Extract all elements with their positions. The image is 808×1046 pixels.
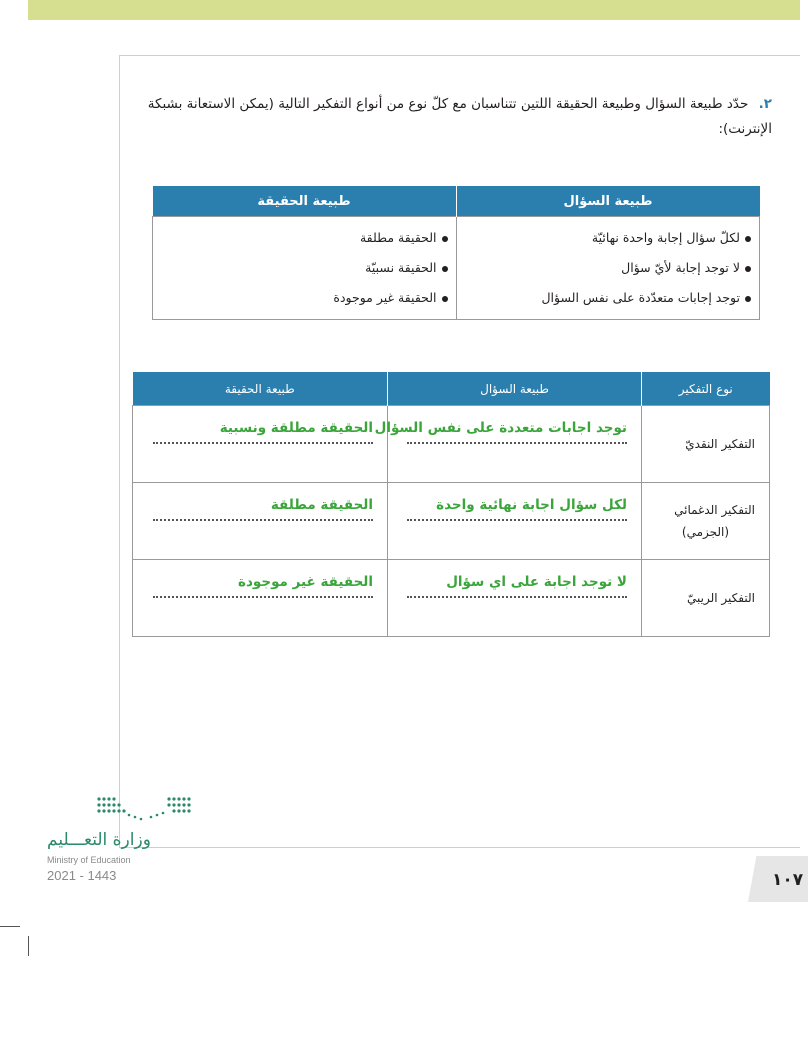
header-truth-nature: طبيعة الحقيقة	[133, 372, 388, 406]
truth-answer-cell[interactable]	[133, 483, 388, 560]
answer-text: الحقيقة مطلقة ونسبية	[219, 420, 373, 436]
header-question-nature: طبيعة السؤال	[456, 186, 760, 217]
question-text: حدّد طبيعة السؤال وطبيعة الحقيقة اللتين تتناسبان مع كلّ نوع من أنواع التفكير التالية (يمكن الاستعانة بشبكة الإنترنت):	[147, 96, 772, 137]
thinking-type-cell: التفكير الريبيّ	[642, 560, 770, 637]
answer-text: الحقيقة غير موجودة	[238, 574, 373, 590]
question-answer-cell[interactable]	[374, 406, 642, 483]
dotted-line	[153, 515, 373, 521]
top-color-band	[28, 0, 800, 20]
table-row	[133, 483, 770, 560]
ministry-name-arabic: وزارة التعـــليم	[47, 830, 151, 850]
answer-text: توجد اجابات متعددة على نفس السؤال	[374, 420, 627, 436]
reference-table	[152, 186, 760, 320]
question-number: ٢.	[758, 96, 772, 112]
header-truth-nature: طبيعة الحقيقة	[153, 186, 457, 217]
header-question-nature: طبيعة السؤال	[388, 372, 642, 406]
truth-nature-cell	[153, 217, 457, 320]
bullet-icon	[442, 296, 448, 302]
ministry-name-english: Ministry of Education	[47, 855, 131, 865]
truth-answer-cell[interactable]	[133, 406, 388, 483]
thinking-type-cell: التفكير النقديّ	[642, 406, 770, 483]
bullet-icon	[745, 236, 751, 242]
edition-year: 2021 - 1443	[47, 868, 117, 883]
crop-mark	[28, 936, 29, 956]
dotted-line	[407, 515, 627, 521]
answer-text: لكل سؤال اجابة نهائية واحدة	[436, 497, 627, 513]
question-answer-cell[interactable]	[388, 483, 642, 560]
list-item: لا توجد إجابة لأيّ سؤال	[465, 253, 752, 283]
list-item: الحقيقة نسبيّة	[161, 253, 448, 283]
truth-answer-cell[interactable]	[133, 560, 388, 637]
header-thinking-type: نوع التفكير	[642, 372, 770, 406]
dotted-line	[407, 438, 627, 444]
ministry-logo-icon	[95, 795, 195, 823]
question-2	[112, 92, 772, 142]
dotted-line	[153, 438, 373, 444]
answer-text: الحقيقة مطلقة	[270, 497, 373, 513]
table-row	[133, 560, 770, 637]
list-item: الحقيقة مطلقة	[161, 223, 448, 253]
answer-text: لا توجد اجابة على اي سؤال	[446, 574, 627, 590]
list-item: الحقيقة غير موجودة	[161, 283, 448, 313]
table-row	[133, 406, 770, 483]
bullet-icon	[442, 266, 448, 272]
answers-table	[132, 372, 770, 637]
thinking-type-cell: التفكير الدغمائي (الجزمي)	[642, 483, 770, 560]
dotted-line	[153, 592, 373, 598]
bullet-icon	[745, 266, 751, 272]
bullet-icon	[442, 236, 448, 242]
question-answer-cell[interactable]	[388, 560, 642, 637]
page-number: ١٠٧	[772, 870, 804, 890]
bullet-icon	[745, 296, 751, 302]
list-item: توجد إجابات متعدّدة على نفس السؤال	[465, 283, 752, 313]
question-nature-cell	[456, 217, 760, 320]
list-item: لكلّ سؤال إجابة واحدة نهائيّة	[465, 223, 752, 253]
crop-mark	[0, 926, 20, 927]
dotted-line	[407, 592, 627, 598]
